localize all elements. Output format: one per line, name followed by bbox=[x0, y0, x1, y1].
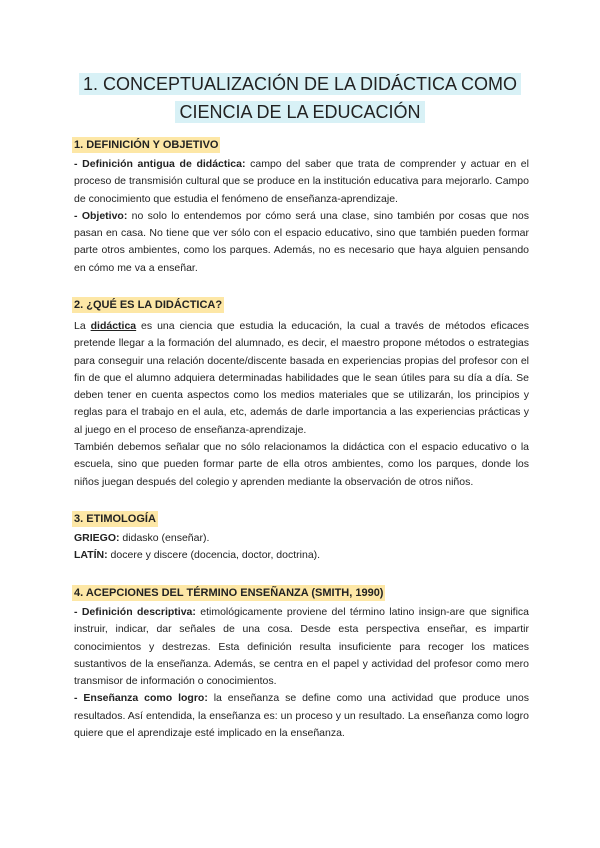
objective-text: no solo lo entendemos por cómo será una clase, sino también por cosas que nos pasan en casa. No tiene que ver sólo con el espacio educativo, sino que también pueden formar parte otros ambientes, como los parques. Además, no es necesario que haya alguien pensando en cómo me va a enseñar. bbox=[74, 209, 529, 274]
didactica-term: didáctica bbox=[90, 320, 137, 332]
title-line-1: 1. CONCEPTUALIZACIÓN DE LA DIDÁCTICA COMO bbox=[79, 73, 521, 95]
didactica-paragraph bbox=[74, 318, 529, 439]
didactica-text: es una ciencia que estudia la educación, la cual a través de métodos eficaces pretende llegar a la formación del alumnado, es decir, el maestro propone métodos o estrategias para conseguir una relación docente/discente basada en experiencias propias del profesor con el fin de que el alumno adquiera determinadas habilidades que le sean útiles para su día a día. Se deben tener en cuenta aspectos como los medios materiales que se utilizarán, los principios y reglas para el trabajo en el aula, etc, además de darle importancia a las experiencias prácticas y al juego en el proceso de enseñanza-aprendizaje. bbox=[74, 320, 529, 436]
objective-label: - Objetivo: bbox=[74, 209, 128, 222]
section-1-heading: 1. DEFINICIÓN Y OBJETIVO bbox=[74, 139, 219, 151]
didactica-paragraph-2: También debemos señalar que no sólo relacionamos la didáctica con el espacio educativo o la escuela, sino que pueden formar parte de ella otros ambientes, como los parques, donde los niños juegan después del colegio y aprenden mediante la observación de otros niños. bbox=[74, 441, 529, 488]
objective-paragraph bbox=[74, 208, 529, 277]
definition-label: - Definición antigua de didáctica: bbox=[74, 158, 246, 170]
latin-line bbox=[74, 547, 529, 564]
section-2-heading: 2. ¿QUÉ ES LA DIDÁCTICA? bbox=[74, 299, 223, 311]
section-3-body bbox=[74, 530, 529, 565]
section-1-body bbox=[74, 156, 529, 277]
achievement-paragraph bbox=[74, 690, 529, 742]
descriptive-label: - Definición descriptiva: bbox=[74, 606, 196, 618]
greek-text: didasko (enseñar). bbox=[119, 532, 210, 544]
achievement-text: la enseñanza se define como una actividad que produce unos resultados. Así entendida, la enseñanza es: un proceso y un resultado. La enseñanza como logro quiere que el aprendizaje esté implicado en la enseñanza. bbox=[74, 692, 529, 740]
latin-text: docere y discere (docencia, doctor, doctrina). bbox=[107, 549, 321, 562]
section-2-body bbox=[74, 318, 529, 491]
definition-text: campo del saber que trata de comprender y actuar en el proceso de transmisión cultural que se produce en la institución educativa para mejorarlo. Campo de conocimiento que estudia el fenómeno de enseñanza-aprendizaje. bbox=[74, 158, 529, 205]
achievement-label: - Enseñanza como logro: bbox=[74, 692, 208, 705]
section-4-body bbox=[74, 604, 529, 742]
descriptive-paragraph bbox=[74, 604, 529, 690]
section-4-heading: 4. ACEPCIONES DEL TÉRMINO ENSEÑANZA (SMITH, 1990) bbox=[74, 587, 384, 599]
title-line-2: CIENCIA DE LA EDUCACIÓN bbox=[175, 101, 424, 123]
latin-label: LATÍN: bbox=[74, 549, 108, 562]
definition-paragraph bbox=[74, 156, 529, 208]
greek-label: GRIEGO: bbox=[74, 532, 120, 544]
didactica-intro: La bbox=[74, 320, 91, 332]
greek-line bbox=[74, 530, 529, 547]
section-3-heading: 3. ETIMOLOGÍA bbox=[74, 513, 156, 525]
page-title bbox=[60, 70, 540, 126]
descriptive-text: etimológicamente proviene del término latino insign-are que significa instruir, indicar, dar señales de una cosa. Desde esta perspectiva enseñar, es impartir conocimientos y destrezas. Esta definición resulta insuficiente para recoger los matices sustantivos de la enseñanza. Además, se centra en el papel y actividad del profesor como mero transmisor de información o conocimientos. bbox=[74, 606, 529, 688]
